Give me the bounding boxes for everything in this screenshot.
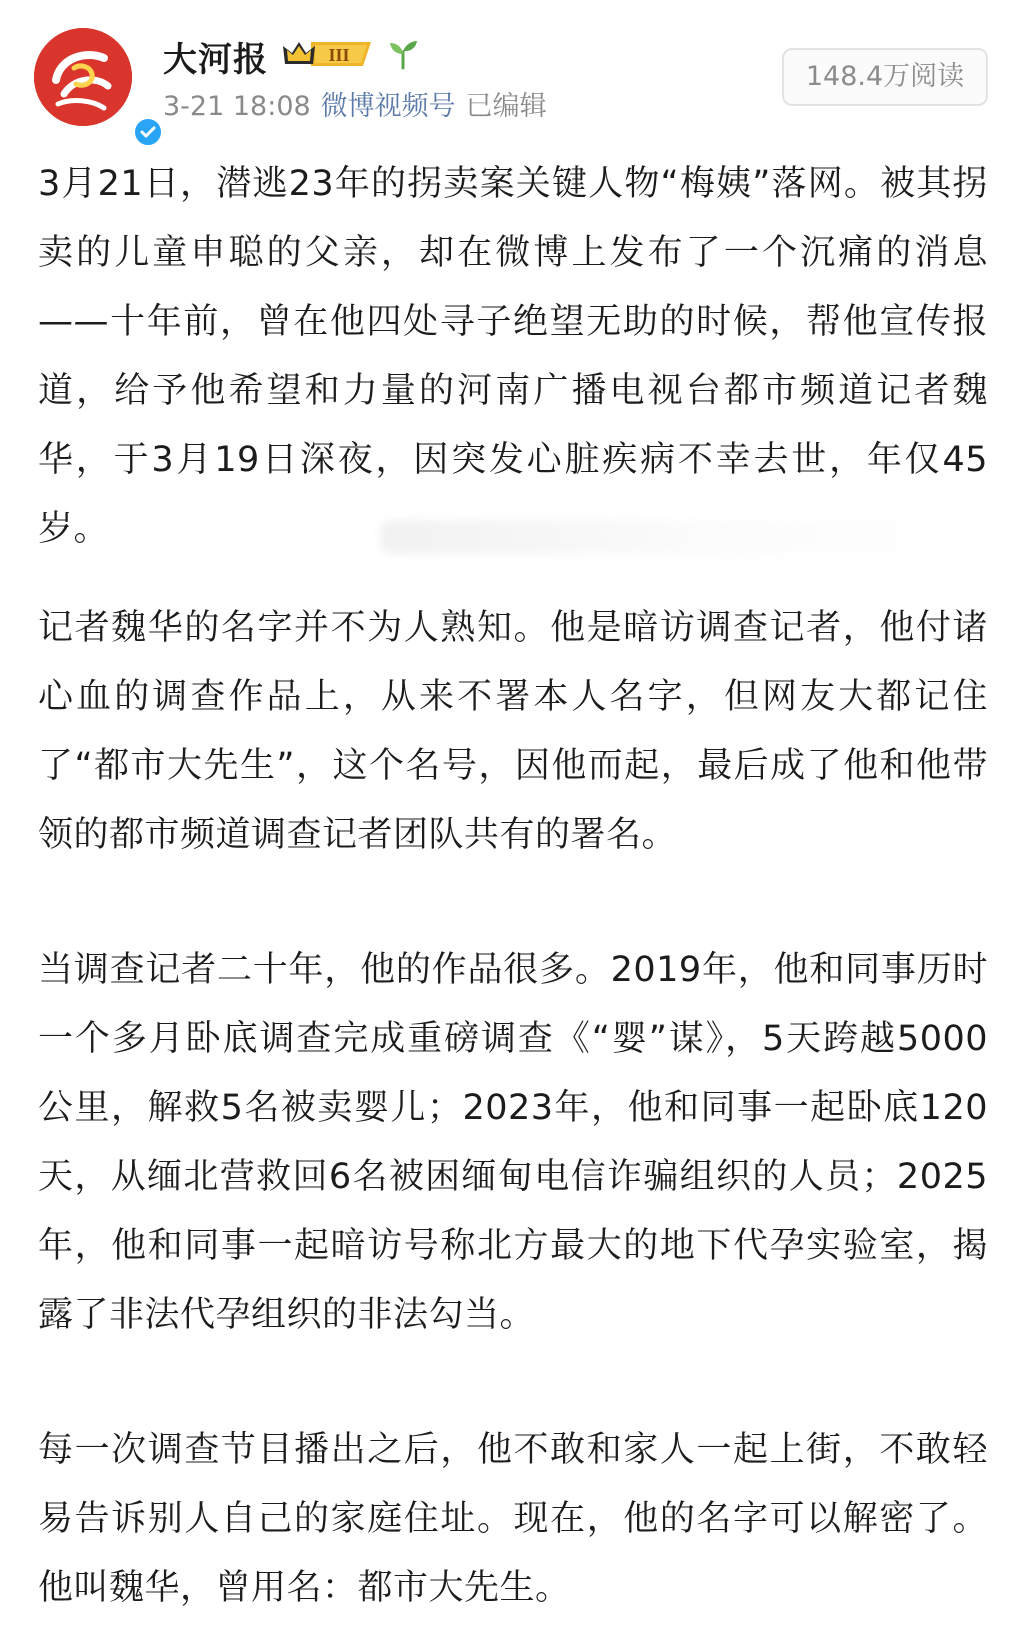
dahebao-logo-icon	[34, 28, 132, 126]
post-header	[0, 0, 1024, 135]
vip-level: III	[328, 45, 350, 65]
read-count-badge[interactable]: 148.4万阅读	[782, 48, 988, 106]
paragraph: 3月21日，潜逃23年的拐卖案关键人物“梅姨”落网。被其拐卖的儿童申聪的父亲，却在微博上发布了一个沉痛的消息——十年前，曾在他四处寻子绝望无助的时候，帮他宣传报道，给予他希望和力量的河南广播电视台都市频道记者魏华，于3月19日深夜，因突发心脏疾病不幸去世，年仅45岁。	[38, 164, 988, 549]
post-source-link[interactable]: 微博视频号	[320, 91, 456, 122]
sprout-icon	[386, 36, 420, 70]
edited-label[interactable]: 已编辑	[465, 91, 547, 122]
author-name[interactable]: 大河报	[163, 40, 268, 80]
paragraph: 每一次调查节目播出之后，他不敢和家人一起上街，不敢轻易告诉别人自己的家庭住址。现在，他的名字可以解密了。他叫魏华，曾用名：都市大先生。	[38, 1430, 988, 1608]
paragraph: 记者魏华的名字并不为人熟知。他是暗访调查记者，他付诸心血的调查作品上，从来不署本人名字，但网友大都记住了“都市大先生”，这个名号，因他而起，最后成了他和他带领的都市频道调查记者团队共有的署名。	[38, 608, 988, 855]
crown-vip-icon[interactable]	[281, 36, 377, 72]
post-body	[38, 150, 988, 1623]
paragraph: 当调查记者二十年，他的作品很多。2019年，他和同事历时一个多月卧底调查完成重磅调查《“婴”谋》，5天跨越5000公里，解救5名被卖婴儿；2023年，他和同事一起卧底120天，从缅北营救回6名被困缅甸电信诈骗组织的人员；2025年，他和同事一起暗访号称北方最大的地下代孕实验室，揭露了非法代孕组织的非法勾当。	[38, 950, 988, 1335]
post-meta	[163, 84, 547, 123]
post-time: 3-21 18:08	[163, 91, 311, 122]
verified-check-icon	[132, 116, 164, 148]
avatar[interactable]	[34, 28, 132, 126]
